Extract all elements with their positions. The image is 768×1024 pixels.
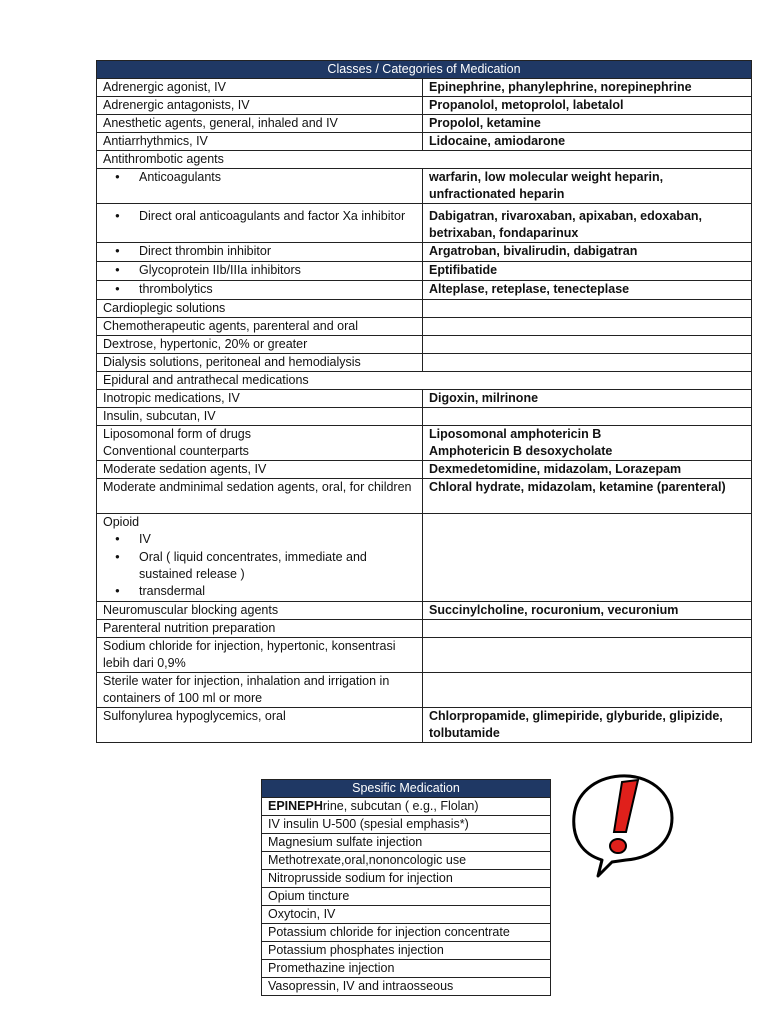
bullet-icon [115, 531, 139, 549]
list-item [103, 243, 416, 261]
class-label: Anticoagulants [139, 170, 222, 184]
table-row [97, 479, 752, 514]
bullet-icon [115, 262, 139, 280]
drug-examples: Propolol, ketamine [423, 115, 752, 133]
list-item: Oxytocin, IV [262, 906, 551, 924]
bullet-icon [115, 208, 139, 226]
class-label: Opioid [103, 515, 140, 529]
table-row [97, 262, 752, 281]
list-item [103, 204, 416, 226]
specific-medication-table [261, 779, 551, 996]
drug-examples: Alteplase, reteplase, tenecteplase [423, 281, 752, 300]
table-row [97, 426, 752, 461]
class-label: Insulin, subcutan, IV [97, 408, 423, 426]
table-row [97, 243, 752, 262]
bullet-icon [115, 549, 139, 583]
class-label: Dialysis solutions, peritoneal and hemodialysis [97, 354, 423, 372]
class-label: Adrenergic agonist, IV [97, 79, 423, 97]
class-label: Moderate andminimal sedation agents, oral, for children [97, 479, 423, 514]
drug-examples [423, 638, 752, 673]
class-label: thrombolytics [139, 282, 213, 296]
table-row [97, 318, 752, 336]
drug-examples [423, 336, 752, 354]
table-header: Classes / Categories of Medication [97, 61, 752, 79]
class-label: Glycoprotein IIb/IIIa inhibitors [139, 263, 301, 277]
class-label: Sulfonylurea hypoglycemics, oral [97, 708, 423, 743]
class-label: Direct oral anticoagulants and factor Xa inhibitor [139, 209, 406, 223]
list-item: ● Oral ( liquid concentrates, immediate and sustained release ) [103, 549, 416, 583]
bullet-icon [115, 281, 139, 299]
table-row [262, 834, 551, 852]
list-item [103, 281, 416, 299]
list-item: IV insulin U-500 (spesial emphasis*) [262, 816, 551, 834]
class-label: Epidural and antrathecal medications [97, 372, 752, 390]
drug-examples: Eptifibatide [423, 262, 752, 281]
bullet-icon [115, 583, 139, 601]
class-label: Sodium chloride for injection, hypertonic, konsentrasi lebih dari 0,9% [97, 638, 423, 673]
table-row [262, 816, 551, 834]
table-row [97, 79, 752, 97]
table-row [262, 924, 551, 942]
table-row [97, 169, 752, 204]
drug-examples [423, 318, 752, 336]
table-row [97, 97, 752, 115]
list-item: Vasopressin, IV and intraosseous [262, 978, 551, 996]
list-item [103, 169, 416, 187]
list-item: Promethazine injection [262, 960, 551, 978]
table-row [97, 204, 752, 243]
table-row [97, 300, 752, 318]
class-label: Adrenergic antagonists, IV [97, 97, 423, 115]
class-label: Liposomonal form of drugs [103, 427, 251, 441]
table-row [262, 906, 551, 924]
drug-examples: Argatroban, bivalirudin, dabigatran [423, 243, 752, 262]
drug-examples [423, 620, 752, 638]
bullet-icon [115, 243, 139, 261]
class-label: Inotropic medications, IV [97, 390, 423, 408]
class-label: Conventional counterparts [103, 444, 249, 458]
drug-examples: Dexmedetomidine, midazolam, Lorazepam [423, 461, 752, 479]
table-row [97, 390, 752, 408]
class-label: Direct thrombin inhibitor [139, 244, 271, 258]
table-row [97, 115, 752, 133]
emphasis-text: EPINEPH [268, 799, 323, 813]
list-item: Magnesium sulfate injection [262, 834, 551, 852]
drug-examples [423, 354, 752, 372]
table-row [97, 408, 752, 426]
list-item: Opium tincture [262, 888, 551, 906]
table-row [97, 372, 752, 390]
drug-examples [423, 408, 752, 426]
table-row [262, 978, 551, 996]
drug-examples: Chlorpropamide, glimepiride, glyburide, glipizide, tolbutamide [423, 708, 752, 743]
class-label: Parenteral nutrition preparation [97, 620, 423, 638]
table-row [262, 942, 551, 960]
table-row [97, 638, 752, 673]
table-row [262, 960, 551, 978]
table-row [97, 151, 752, 169]
list-item [103, 262, 416, 280]
drug-examples: Propanolol, metoprolol, labetalol [423, 97, 752, 115]
table-row [97, 281, 752, 300]
table-header: Spesific Medication [262, 780, 551, 798]
class-label: Cardioplegic solutions [97, 300, 423, 318]
table-row [97, 602, 752, 620]
list-item: ● transdermal [103, 583, 416, 601]
drug-examples: Succinylcholine, rocuronium, vecuronium [423, 602, 752, 620]
table-row [97, 514, 752, 602]
list-item: ● IV [103, 531, 416, 549]
drug-examples: Amphotericin B desoxycholate [429, 444, 613, 458]
drug-examples: Epinephrine, phanylephrine, norepinephrine [423, 79, 752, 97]
class-label: Dextrose, hypertonic, 20% or greater [97, 336, 423, 354]
bullet-icon [115, 169, 139, 187]
list-item: Potassium chloride for injection concentrate [262, 924, 551, 942]
class-label: Anesthetic agents, general, inhaled and IV [97, 115, 423, 133]
drug-examples [423, 514, 752, 602]
table-row [97, 133, 752, 151]
drug-examples: warfarin, low molecular weight heparin, unfractionated heparin [423, 169, 752, 204]
drug-examples [423, 300, 752, 318]
class-label: Chemotherapeutic agents, parenteral and oral [97, 318, 423, 336]
drug-examples [423, 673, 752, 708]
table-row [97, 336, 752, 354]
medication-classes-table [96, 60, 752, 743]
class-label: Sterile water for injection, inhalation and irrigation in containers of 100 ml or more [97, 673, 423, 708]
list-item: Methotrexate,oral,nononcologic use [262, 852, 551, 870]
drug-examples: Liposomonal amphotericin B [429, 427, 602, 441]
list-item: Potassium phosphates injection [262, 942, 551, 960]
class-label: Antithrombotic agents [97, 151, 752, 169]
table-row [97, 673, 752, 708]
drug-examples: Digoxin, milrinone [423, 390, 752, 408]
table-row [262, 888, 551, 906]
class-label: Moderate sedation agents, IV [97, 461, 423, 479]
exclamation-speech-bubble-icon [568, 770, 678, 885]
table-row [262, 852, 551, 870]
table-row [97, 461, 752, 479]
class-label: Neuromuscular blocking agents [97, 602, 423, 620]
table-row [97, 620, 752, 638]
list-item: Nitroprusside sodium for injection [262, 870, 551, 888]
table-row [262, 870, 551, 888]
drug-examples: Chloral hydrate, midazolam, ketamine (parenteral) [423, 479, 752, 514]
drug-examples: Dabigatran, rivaroxaban, apixaban, edoxaban, betrixaban, fondaparinux [423, 204, 752, 243]
drug-examples: Lidocaine, amiodarone [423, 133, 752, 151]
table-row [97, 354, 752, 372]
table-row [97, 708, 752, 743]
table-row: EPINEPHrine, subcutan ( e.g., Flolan) [262, 798, 551, 816]
class-label: Antiarrhythmics, IV [97, 133, 423, 151]
